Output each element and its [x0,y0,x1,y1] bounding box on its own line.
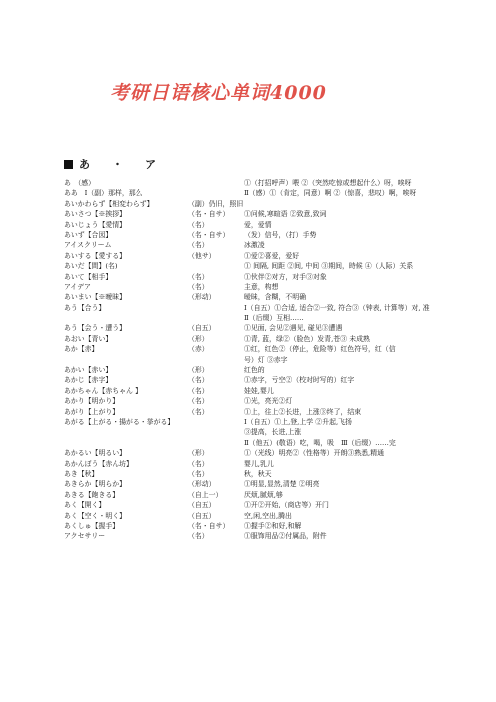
vocab-entry [64,511,474,521]
entry-meaning: 主意，构想 [244,282,279,291]
entry-pos: （自五） [188,511,216,520]
entry-meaning: 秋，秋天 [244,469,272,478]
entry-pos: （赤） [188,345,209,354]
entry-word: あいじょう【愛情】 [64,220,127,229]
entry-meaning: 暧昧，含糊，不明确 [244,293,307,302]
vocab-entry [64,417,474,427]
entry-word: あく【開く】 [64,501,106,510]
vocab-entry [64,386,474,396]
entry-pos: （名） [188,272,209,281]
vocab-entry [64,313,474,323]
vocab-entry [64,407,474,417]
vocab-entry [64,199,474,209]
entry-word: あおい【青い】 [64,334,113,343]
vocab-entry [64,344,474,354]
section-heading [64,156,178,172]
entry-meaning: ①爱②喜爱，爱好 [244,251,300,260]
entry-pos: （副）仍旧，照旧 [188,199,244,208]
entry-meaning: 娃娃,婴儿 [244,386,274,395]
entry-word: あいまい【※曖昧】 [64,293,127,302]
entry-word: あきる【飽きる】 [64,490,120,499]
entry-word: アクセサリー [64,532,106,541]
entry-word: あう【合う】 [64,303,106,312]
entry-meaning: ③提高，长进,上涨 [244,428,302,437]
vocab-entry [64,292,474,302]
entry-pos: （名・自サ） [188,210,230,219]
section-label-dot: ・ [112,158,123,171]
square-bullet-icon [64,160,73,169]
vocab-entry [64,500,474,510]
entry-word: あいて【相手】 [64,272,113,281]
entry-word: アイデア [64,282,91,291]
entry-pos: （名） [188,469,209,478]
entry-word: あいだ【間】(名) [64,262,118,271]
vocab-entry [64,396,474,406]
entry-word: あいかわらず【相変わらず】 [64,199,154,208]
entry-pos: （名） [188,407,209,416]
entry-pos: （自五） [188,501,216,510]
entry-meaning: Ⅱ（感）①（肯定，同意）啊 ②（惊喜，悲叹）啊，唉呀 [244,189,417,198]
entry-meaning: ①（打招呼声）喂 ②（突然吃惊或想起什么）呀，唉呀 [244,179,412,187]
entry-meaning: Ⅱ（他五）(敬语）吃，喝，吸 Ⅲ（后缀）……完 [244,438,396,447]
entry-pos: （形） [188,366,209,375]
entry-word: あかじ【赤字】 [64,376,113,385]
vocab-entry [64,282,474,292]
entry-word: あくしゅ【握手】 [64,521,120,530]
entry-pos: （形） [188,334,209,343]
vocab-entry [64,459,474,469]
entry-word: あいず【合図】 [64,230,113,239]
vocab-entry [64,355,474,365]
vocab-entry [64,375,474,385]
vocab-entry [64,261,474,271]
vocab-entry [64,303,474,313]
entry-meaning: ① 间隔, 间距 ②间, 中间 ③期间，時候 ④（人际）关系 [244,262,414,271]
entry-pos: （形） [188,449,209,458]
entry-word: あかんぼう【赤ん坊】 [64,459,133,468]
entry-meaning: ①上，往上②长进，上涨③终了，结束 [244,407,362,416]
vocab-entry [64,240,474,250]
vocab-entry [64,479,474,489]
entry-meaning: ①青, 蓝，绿②（脸色）发青,苍③ 未成熟 [244,334,370,343]
entry-word: あかちゃん【赤ちゃん 】 [64,386,142,395]
vocab-entry [64,251,474,261]
vocab-entry [64,230,474,240]
entry-word: あかり【明かり】 [64,397,120,406]
entry-pos: （名・自サ） [188,521,230,530]
vocab-entry [64,490,474,500]
entry-pos: （名・自サ） [188,230,230,239]
vocab-entry [64,448,474,458]
entry-pos: （名） [188,241,209,250]
entry-meaning: （发）信号，（打）手势 [244,230,317,239]
vocab-entry [64,334,474,344]
vocab-entry [64,469,474,479]
entry-word: あがり【上がり】 [64,407,120,416]
entry-word: あう【会う・遭う】 [64,324,127,333]
entry-word: あく【空く・明く】 [64,511,127,520]
entry-pos: （自上一） [188,490,223,499]
entry-meaning: Ⅰ（自五）①合适, 适合②一致, 符合③（钟表, 计算等）对, 准 [244,303,430,312]
entry-meaning: ①握手②和好,和解 [244,521,302,530]
entry-pos: （名） [188,459,209,468]
entry-meaning: 红色的 [244,366,265,375]
entry-pos: （名） [188,376,209,385]
entry-meaning: 厌烦,腻烦,够 [244,490,283,499]
entry-meaning: 爱，爱情 [244,220,272,229]
entry-meaning: Ⅱ（后缀）互相…… [244,314,304,323]
entry-meaning: ①（光线）明亮②（性格等）开朗③熟悉,精通 [244,449,385,458]
vocab-entry [64,209,474,219]
entry-pos: （形动） [188,480,216,489]
page-title: 考研日语核心单词4000 [110,82,327,104]
entry-meaning: ①伙伴②对方，对手③对象 [244,272,327,281]
entry-pos: （名） [188,220,209,229]
entry-meaning: ①开②开始,（商店等）开门 [244,501,329,510]
entry-meaning: 婴儿,乳儿 [244,459,274,468]
entry-word: あか【赤】 [64,345,99,354]
entry-word: あいする【愛する】 [64,251,127,260]
vocab-entry [64,365,474,375]
section-label-katakana: ア [145,158,156,171]
vocab-entry [64,323,474,333]
entry-word: あがる【上がる・揚がる・挙がる】 [64,417,175,426]
vocab-entry [64,427,474,437]
entry-pos: （名） [188,282,209,291]
vocab-entry [64,521,474,531]
entry-meaning: ①问候,寒暄语 ②致意,致词 [244,210,327,219]
entry-meaning: ①服饰用品②付属品，附件 [244,532,327,541]
vocab-entry [64,220,474,230]
entry-meaning: 冰激凌 [244,241,265,250]
entry-pos: （名） [188,532,209,541]
entry-pos: （名） [188,397,209,406]
entry-word: あいさつ【※挨拶】 [64,210,127,219]
vocab-entry [64,188,474,198]
vocab-entry [64,438,474,448]
entry-meaning: ①见面, 会见②遇见, 碰见③遭遇 [244,324,343,333]
entry-word: あきらか【明らか】 [64,480,127,489]
entry-pos: （名） [188,386,209,395]
section-label-hiragana: あ [79,158,90,171]
entry-meaning: Ⅰ（自五）①上,登,上学 ②升起,飞扬 [244,417,352,426]
entry-word: ああ Ⅰ（副）那样，那么 [64,189,143,198]
vocab-entry [64,531,474,541]
entry-pos: （形动） [188,293,216,302]
entry-word: あ （感） [64,179,96,187]
vocabulary-list [64,178,474,542]
entry-word: あかい【赤い】 [64,366,113,375]
entry-meaning: 号）灯 ③赤字 [244,355,288,364]
vocab-entry [64,272,474,282]
entry-meaning: ①赤字，亏空②（校对时写的）红字 [244,376,355,385]
entry-meaning: ①光，亮光②灯 [244,397,293,406]
entry-meaning: ①红，红色②（停止，危险等）红色符号，红（信 [244,345,396,354]
entry-meaning: 空,闲,空出,腾出 [244,511,292,520]
entry-meaning: ①明显,显然,清楚 ②明亮 [244,480,320,489]
entry-word: あき【秋】 [64,469,99,478]
entry-pos: （自五） [188,324,216,333]
vocab-entry [64,178,474,188]
entry-word: アイスクリーム [64,241,112,250]
entry-word: あかるい【明るい】 [64,449,127,458]
entry-pos: （他サ） [188,251,216,260]
